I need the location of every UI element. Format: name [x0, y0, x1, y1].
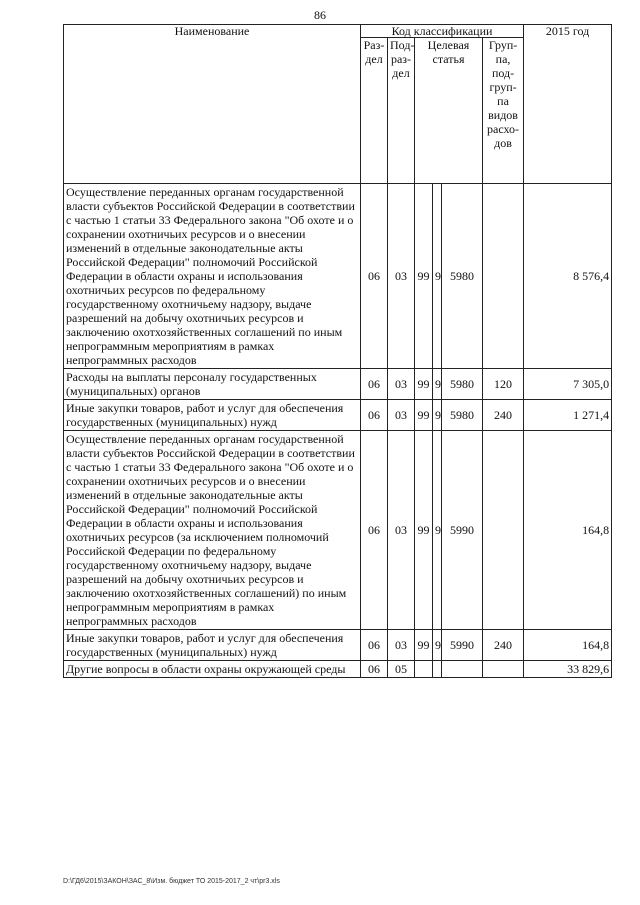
row-group	[483, 431, 524, 630]
row-group: 120	[483, 369, 524, 400]
row-target-part3: 5990	[442, 630, 483, 661]
row-target-part2: 9	[433, 431, 442, 630]
table-row	[64, 369, 612, 400]
row-podrazdel: 03	[388, 431, 415, 630]
row-name: Иные закупки товаров, работ и услуг для обеспечения государственных (муниципальных) нужд	[64, 630, 361, 661]
row-target-part1: 99	[415, 369, 433, 400]
row-razdel: 06	[361, 400, 388, 431]
file-path-footer: D:\ГД6\2015\ЗАКОН\ЗАС_8\Изм. бюджет ТО 2015-2017_2 чт\pr3.xls	[63, 878, 280, 885]
row-name: Осуществление переданных органам государственной власти субъектов Российской Федерации в соответствии с частью 1 статьи 33 Федерального закона "Об охоте и о сохранении охотничьих ресурсов и о внесении изменений в отдельные законодательные акты Российской Федерации" полномочий Российской Федерации в области охраны и использования охотничьих ресурсов (за исключением полномочий Российской Федерации по федеральному государственному охотничьему надзору, выдаче разрешений на добычу охотничьих ресурсов и заключению охотхозяйственных соглашений) по иным непрограммным мероприятиям в рамках непрограммных расходов	[64, 431, 361, 630]
row-target-part1: 99	[415, 184, 433, 369]
row-target-part2	[433, 661, 442, 678]
row-target-part1: 99	[415, 630, 433, 661]
row-amount: 33 829,6	[524, 661, 612, 678]
row-name: Расходы на выплаты персоналу государственных (муниципальных) органов	[64, 369, 361, 400]
header-code-group: Код классификации	[361, 25, 524, 38]
table-row	[64, 661, 612, 678]
row-podrazdel: 03	[388, 630, 415, 661]
row-target-part2: 9	[433, 630, 442, 661]
table-row	[64, 400, 612, 431]
row-amount: 164,8	[524, 630, 612, 661]
budget-table	[63, 24, 612, 678]
header-expense-group: Груп-па, под-груп-па видов расхо-дов	[483, 38, 524, 184]
row-razdel: 06	[361, 369, 388, 400]
header-year: 2015 год	[524, 25, 612, 184]
header-target-article: Целевая статья	[415, 38, 483, 184]
header-row-top	[64, 25, 612, 38]
row-group	[483, 184, 524, 369]
table-row	[64, 431, 612, 630]
row-razdel: 06	[361, 431, 388, 630]
row-target-part3: 5990	[442, 431, 483, 630]
row-podrazdel: 03	[388, 369, 415, 400]
row-name: Другие вопросы в области охраны окружающей среды	[64, 661, 361, 678]
row-amount: 7 305,0	[524, 369, 612, 400]
row-podrazdel: 05	[388, 661, 415, 678]
row-podrazdel: 03	[388, 400, 415, 431]
row-target-part2: 9	[433, 184, 442, 369]
table-row	[64, 630, 612, 661]
row-group: 240	[483, 400, 524, 431]
row-target-part3: 5980	[442, 369, 483, 400]
row-target-part3: 5980	[442, 184, 483, 369]
row-razdel: 06	[361, 184, 388, 369]
row-razdel: 06	[361, 630, 388, 661]
row-razdel: 06	[361, 661, 388, 678]
row-target-part1: 99	[415, 400, 433, 431]
table-row	[64, 184, 612, 369]
row-amount: 164,8	[524, 431, 612, 630]
row-group: 240	[483, 630, 524, 661]
row-name: Иные закупки товаров, работ и услуг для обеспечения государственных (муниципальных) нужд	[64, 400, 361, 431]
row-amount: 1 271,4	[524, 400, 612, 431]
page-number: 86	[314, 8, 326, 22]
header-razdel: Раз-дел	[361, 38, 388, 184]
row-target-part1	[415, 661, 433, 678]
row-target-part1: 99	[415, 431, 433, 630]
row-podrazdel: 03	[388, 184, 415, 369]
header-name: Наименование	[64, 25, 361, 184]
row-target-part2: 9	[433, 369, 442, 400]
row-name: Осуществление переданных органам государственной власти субъектов Российской Федерации в соответствии с частью 1 статьи 33 Федерального закона "Об охоте и о сохранении охотничьих ресурсов и о внесении изменений в отдельные законодательные акты Российской Федерации" полномочий Российской Федерации в области охраны и использования охотничьих ресурсов по федеральному государственному охотничьему надзору, выдаче разрешений на добычу охотничьих ресурсов и заключению охотхозяйственных соглашений по иным непрограммным мероприятиям в рамках непрограммных расходов	[64, 184, 361, 369]
row-target-part3	[442, 661, 483, 678]
row-target-part3: 5980	[442, 400, 483, 431]
row-amount: 8 576,4	[524, 184, 612, 369]
row-group	[483, 661, 524, 678]
row-target-part2: 9	[433, 400, 442, 431]
header-podrazdel: Под-раз-дел	[388, 38, 415, 184]
